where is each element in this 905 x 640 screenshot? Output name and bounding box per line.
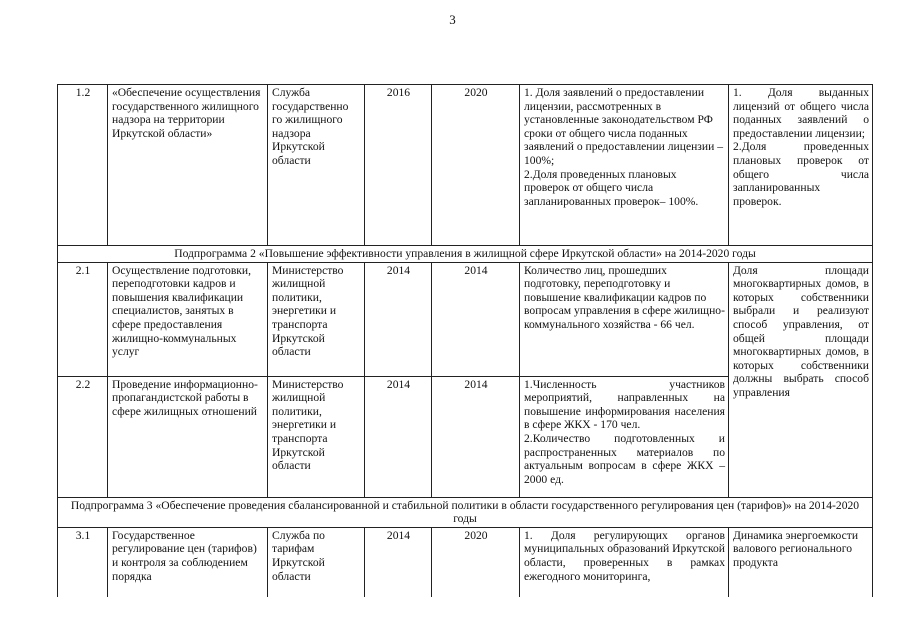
- table-row: [58, 262, 873, 376]
- end-year: 2020: [432, 85, 520, 246]
- program-table: [57, 84, 873, 597]
- table-row: [58, 85, 873, 246]
- subprogram-3-title: Подпрограмма 3 «Обеспечение проведения сбалансированной и стабильной политики в области государственного регулирования цен (тарифов)» на 2014-2020 годы: [58, 497, 873, 527]
- start-year: 2014: [365, 527, 432, 597]
- executor: Министерство жилищной политики, энергетики и транспорта Иркутской области: [268, 262, 365, 376]
- row-number: 3.1: [58, 527, 108, 597]
- indicator: 1. Доля регулирующих органов муниципальных образований Иркутской области, проверенных в рамках ежегодного мониторинга,: [520, 527, 729, 597]
- start-year: 2016: [365, 85, 432, 246]
- start-year: 2014: [365, 262, 432, 376]
- row-number: 1.2: [58, 85, 108, 246]
- executor: Министерство жилищной политики, энергетики и транспорта Иркутской области: [268, 376, 365, 497]
- result: Доля площади многоквартирных домов, в которых собственники выбрали и реализуют способ управления, от общей площади многоквартирных домов, в которых собственники должны выбрать способ управления: [729, 262, 873, 497]
- result: Динамика энергоемкости валового регионального продукта: [729, 527, 873, 597]
- measure-name: Проведение информационно-пропагандистской работы в сфере жилищных отношений: [108, 376, 268, 497]
- executor: Служба по тарифам Иркутской области: [268, 527, 365, 597]
- subprogram-2-title: Подпрограмма 2 «Повышение эффективности управления в жилищной сфере Иркутской области» на 2014-2020 годы: [58, 246, 873, 263]
- indicator: 1.Численность участников мероприятий, направленных на повышение информирования населения в сфере ЖКХ - 170 чел. 2.Количество подготовленных и распространенных материалов по актуальным вопросам в сфере ЖКХ – 2000 ед.: [520, 376, 729, 497]
- subprogram-header: [58, 246, 873, 263]
- measure-name: Государственное регулирование цен (тарифов) и контроля за соблюдением порядка: [108, 527, 268, 597]
- row-number: 2.1: [58, 262, 108, 376]
- page-number: 3: [449, 12, 456, 27]
- measure-name: Осуществление подготовки, переподготовки кадров и повышения квалификации специалистов, занятых в сфере предоставления жилищно-коммунальных услуг: [108, 262, 268, 376]
- table-row: [58, 527, 873, 597]
- end-year: 2014: [432, 262, 520, 376]
- indicator: 1. Доля заявлений о предоставлении лицензии, рассмотренных в установленные законодательством РФ сроки от общего числа поданных заявлений о предоставлении лицензии – 100%; 2.Доля проведенных плановых проверок от общего числа запланированных проверок– 100%.: [520, 85, 729, 246]
- executor: Служба государственно го жилищного надзора Иркутской области: [268, 85, 365, 246]
- subprogram-header: [58, 497, 873, 527]
- measure-name: «Обеспечение осуществления государственного жилищного надзора на территории Иркутской области»: [108, 85, 268, 246]
- result: 1. Доля выданных лицензий от общего числа поданных заявлений о предоставлении лицензии; 2.Доля проведенных плановых проверок от общего числа запланированных проверок.: [729, 85, 873, 246]
- row-number: 2.2: [58, 376, 108, 497]
- end-year: 2020: [432, 527, 520, 597]
- indicator: Количество лиц, прошедших подготовку, переподготовку и повышение квалификации кадров по вопросам управления в сфере жилищно-коммунального хозяйства - 66 чел.: [520, 262, 729, 376]
- end-year: 2014: [432, 376, 520, 497]
- start-year: 2014: [365, 376, 432, 497]
